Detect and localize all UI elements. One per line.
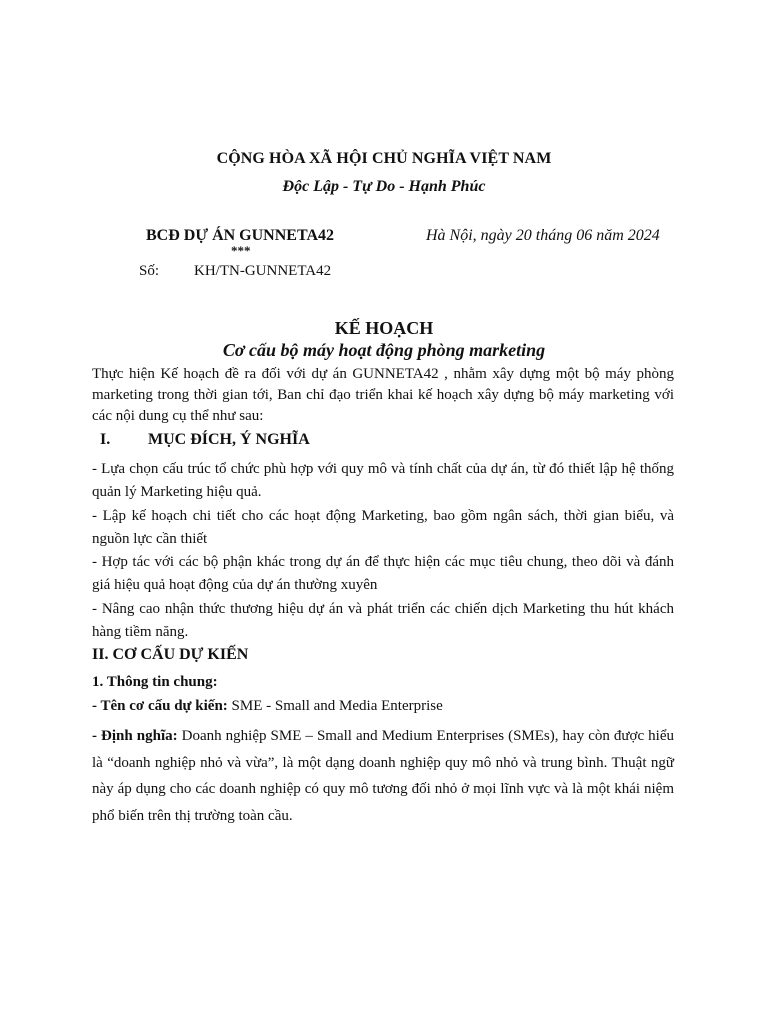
structure-name-label: - Tên cơ cấu dự kiến:: [92, 698, 228, 714]
document-subtitle: Cơ cấu bộ máy hoạt động phòng marketing: [222, 340, 546, 360]
structure-name-line: [92, 698, 443, 715]
organization-name: BCĐ DỰ ÁN GUNNETA42: [146, 227, 334, 244]
definition-label: - Định nghĩa:: [92, 728, 178, 744]
document-title: KẾ HOẠCH: [334, 318, 434, 338]
definition-text: Doanh nghiệp SME – Small and Medium Enterprises (SMEs), hay còn được hiểu là “doanh nghiệp nhỏ và vừa”, là một dạng doanh nghiệp quy mô nhỏ và trung bình. Thuật ngữ này áp dụng cho các doanh nghiệp có quy mô tương đối nhỏ ở mọi lĩnh vực và là một khái niệm phổ biến trên thị trường toàn cầu.: [92, 728, 675, 824]
purpose-bullet: - Hợp tác với các bộ phận khác trong dự án để thực hiện các mục tiêu chung, theo dõi và đánh giá hiệu quả hoạt động của dự án thường xuyên: [92, 554, 674, 593]
purpose-bullet: - Lựa chọn cấu trúc tổ chức phù hợp với quy mô và tính chất của dự án, từ đó thiết lập hệ thống quản lý Marketing hiệu quả.: [92, 461, 674, 500]
section-1-heading: MỤC ĐÍCH, Ý NGHĨA: [148, 431, 310, 448]
section-2-heading: II. CƠ CẤU DỰ KIẾN: [92, 646, 249, 663]
national-motto: Độc Lập - Tự Do - Hạnh Phúc: [282, 178, 486, 195]
purpose-bullet: - Nâng cao nhận thức thương hiệu dự án và phát triển các chiến dịch Marketing thu hút khách hàng tiềm năng.: [92, 601, 674, 640]
subsection-heading: 1. Thông tin chung:: [92, 674, 218, 690]
reference-number-label: Số:: [139, 263, 160, 279]
structure-name-value: SME - Small and Media Enterprise: [227, 698, 443, 714]
national-title: CỘNG HÒA XÃ HỘI CHỦ NGHĨA VIỆT NAM: [216, 150, 552, 167]
definition-paragraph: [92, 723, 674, 829]
organization-divider-stars: ***: [231, 243, 251, 258]
document-date: Hà Nội, ngày 20 tháng 06 năm 2024: [426, 227, 660, 244]
reference-number-value: KH/TN-GUNNETA42: [194, 263, 332, 279]
intro-paragraph: Thực hiện Kế hoạch đề ra đối với dự án GUNNETA42 , nhằm xây dựng một bộ máy phòng marketing trong thời gian tới, Ban chỉ đạo triển khai kế hoạch xây dựng bộ máy marketing với các nội dung cụ thể như sau:: [92, 366, 674, 424]
purpose-bullet: - Lập kế hoạch chi tiết cho các hoạt động Marketing, bao gồm ngân sách, thời gian biểu, và nguồn lực cần thiết: [92, 508, 674, 547]
section-1-number: I.: [100, 431, 111, 448]
